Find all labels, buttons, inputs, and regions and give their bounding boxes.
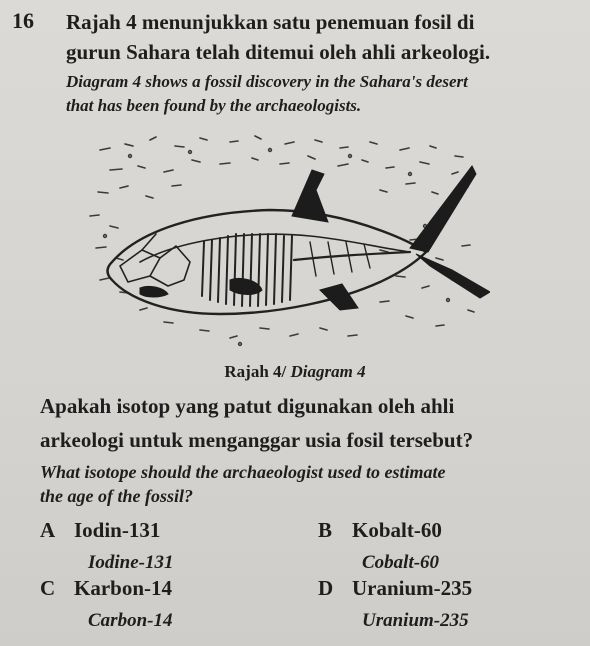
question-stem-english-line-1: Diagram 4 shows a fossil discovery in the Sahara's desert bbox=[66, 72, 468, 91]
figure-caption-malay: Rajah 4/ bbox=[224, 362, 287, 381]
option-d[interactable] bbox=[318, 576, 472, 601]
option-b-malay: Kobalt-60 bbox=[352, 518, 442, 542]
option-a-english: Iodine-131 bbox=[88, 552, 174, 573]
prompt-english-line-2: the age of the fossil? bbox=[40, 486, 193, 506]
option-b-english: Cobalt-60 bbox=[362, 552, 440, 573]
prompt-malay-line-1: Apakah isotop yang patut digunakan oleh ahli bbox=[40, 394, 455, 418]
option-a-letter: A bbox=[40, 518, 56, 542]
option-d-malay: Uranium-235 bbox=[352, 576, 473, 600]
option-a[interactable] bbox=[40, 518, 160, 543]
option-c-letter: C bbox=[40, 576, 56, 600]
option-b-letter: B bbox=[318, 518, 333, 542]
question-stem-english-line-2: that has been found by the archaeologists. bbox=[66, 96, 362, 115]
figure-caption-english: Diagram 4 bbox=[290, 362, 366, 381]
fossil-fish-illustration bbox=[80, 130, 490, 352]
fish-fins bbox=[140, 166, 490, 310]
question-stem-malay-line-2: gurun Sahara telah ditemui oleh ahli arkeologi. bbox=[66, 40, 491, 64]
option-b[interactable] bbox=[318, 518, 442, 543]
prompt-english-line-1: What isotope should the archaeologist used to estimate bbox=[40, 462, 446, 482]
question-stem-malay-line-1: Rajah 4 menunjukkan satu penemuan fosil di bbox=[66, 10, 475, 34]
question-number: 16 bbox=[12, 8, 34, 33]
fish-skeleton bbox=[108, 210, 427, 314]
option-c-english: Carbon-14 bbox=[88, 610, 173, 631]
figure-caption bbox=[0, 362, 590, 382]
prompt-malay-line-2: arkeologi untuk menganggar usia fosil tersebut? bbox=[40, 428, 474, 452]
option-d-letter: D bbox=[318, 576, 334, 600]
option-c[interactable] bbox=[40, 576, 172, 601]
option-c-malay: Karbon-14 bbox=[74, 576, 173, 600]
option-d-english: Uranium-235 bbox=[362, 610, 469, 631]
option-a-malay: Iodin-131 bbox=[74, 518, 161, 542]
